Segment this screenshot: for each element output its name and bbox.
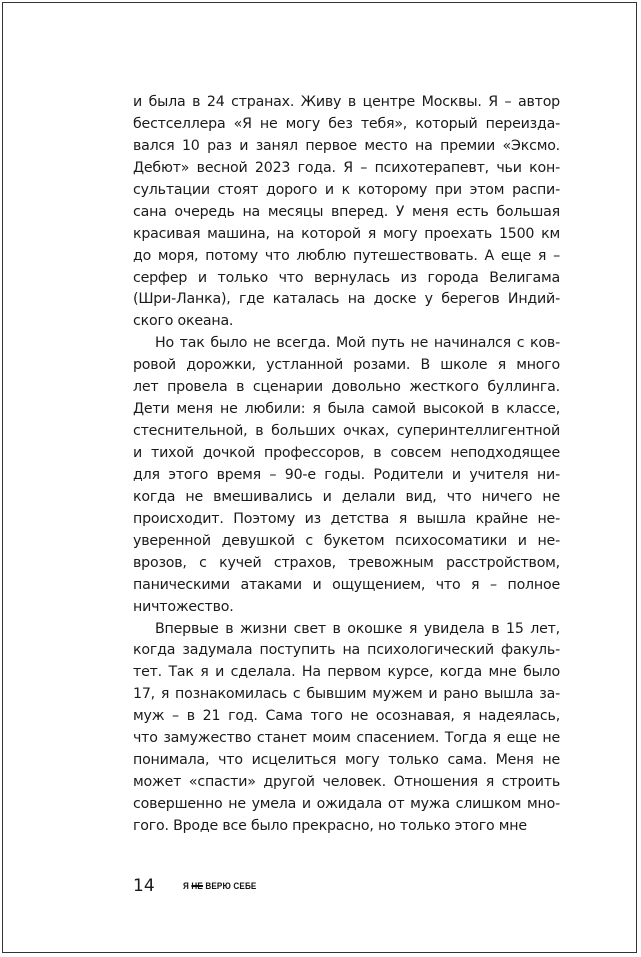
paragraph	[133, 619, 560, 838]
text-line: Но так было не всегда. Мой путь не начинался с ков-	[155, 335, 560, 352]
text-line: сана очередь на месяцы вперед. У меня есть большая	[133, 203, 560, 220]
text-line: стеснительной, в больших очках, суперинтеллигентной	[133, 423, 560, 440]
text-line: Дебют» весной 2023 года. Я – психотерапевт, чьи кон-	[133, 159, 560, 176]
paragraph	[133, 333, 560, 618]
text-line: и тихой дочкой профессоров, в совсем неподходящее	[133, 445, 560, 461]
text-line: когда не вмешивались и делали вид, что ничего не	[133, 488, 560, 505]
text-line: и была в 24 странах. Живу в центре Москвы. Я – автор	[133, 94, 560, 110]
text-line: ничтожество.	[133, 598, 234, 615]
running-title-struck: НЕ	[191, 880, 203, 892]
paragraph	[133, 92, 560, 333]
page-number: 14	[133, 876, 155, 896]
text-line: муж – в 21 год. Сама того не осознавая, я надеялась,	[133, 708, 560, 725]
text-line: Дети меня не любили: я была самой высокой в классе,	[133, 401, 560, 418]
text-line: может «спасти» другой человек. Отношения я строить	[133, 774, 560, 791]
page-footer	[133, 876, 269, 896]
text-line: когда задумала поступить на психологический факуль-	[133, 642, 560, 659]
text-line: (Шри-Ланка), где каталась на доске у берегов Индий-	[133, 291, 560, 308]
text-line: ского океана.	[133, 313, 234, 330]
text-line: сультации стоят дорого и к которому при этом распи-	[133, 181, 560, 198]
text-line: 17, я познакомилась с бывшим мужем и рано вышла за-	[133, 686, 560, 703]
text-line: совершенно не умела и ожидала от мужа слишком мно-	[133, 796, 560, 812]
text-line: для этого время – 90-е годы. Родители и учителя ни-	[133, 466, 560, 483]
running-title-post: ВЕРЮ СЕБЕ	[202, 880, 257, 892]
text-line: красивая машина, на которой я могу проехать 1500 км	[133, 225, 560, 242]
text-line: серфер и только что вернулась из города Велигама	[133, 269, 560, 286]
text-line: ровой дорожки, устланной розами. В школе я много	[133, 357, 560, 374]
body-text	[133, 92, 560, 838]
text-line: происходит. Поэтому из детства я вышла крайне не-	[133, 510, 560, 527]
text-line: гого. Вроде все было прекрасно, но только этого мне	[133, 817, 527, 834]
text-line: что замужество станет моим спасением. Тогда я еще не	[133, 730, 560, 747]
text-line: до моря, потому что люблю путешествовать. А еще я –	[133, 247, 560, 264]
text-line: тет. Так я и сделала. На первом курсе, когда мне было	[133, 664, 560, 681]
text-line: паническими атаками и ощущением, что я – полное	[133, 576, 560, 593]
text-line: врозов, с кучей страхов, тревожным расстройством,	[133, 554, 560, 571]
text-line: понимала, что исцелиться могу только сама. Меня не	[133, 752, 560, 769]
text-line: уверенной девушкой с букетом психосоматики и не-	[133, 532, 560, 549]
text-line: Впервые в жизни свет в окошке я увидела в 15 лет,	[155, 620, 560, 637]
running-title-pre: Я	[183, 880, 192, 892]
text-line: лет провела в сценарии довольно жесткого буллинга.	[133, 379, 560, 396]
text-line: бестселлера «Я не могу без тебя», который переизда-	[133, 115, 560, 132]
running-title	[183, 881, 256, 892]
text-line: вался 10 раз и занял первое место на премии «Эксмо.	[133, 137, 560, 154]
